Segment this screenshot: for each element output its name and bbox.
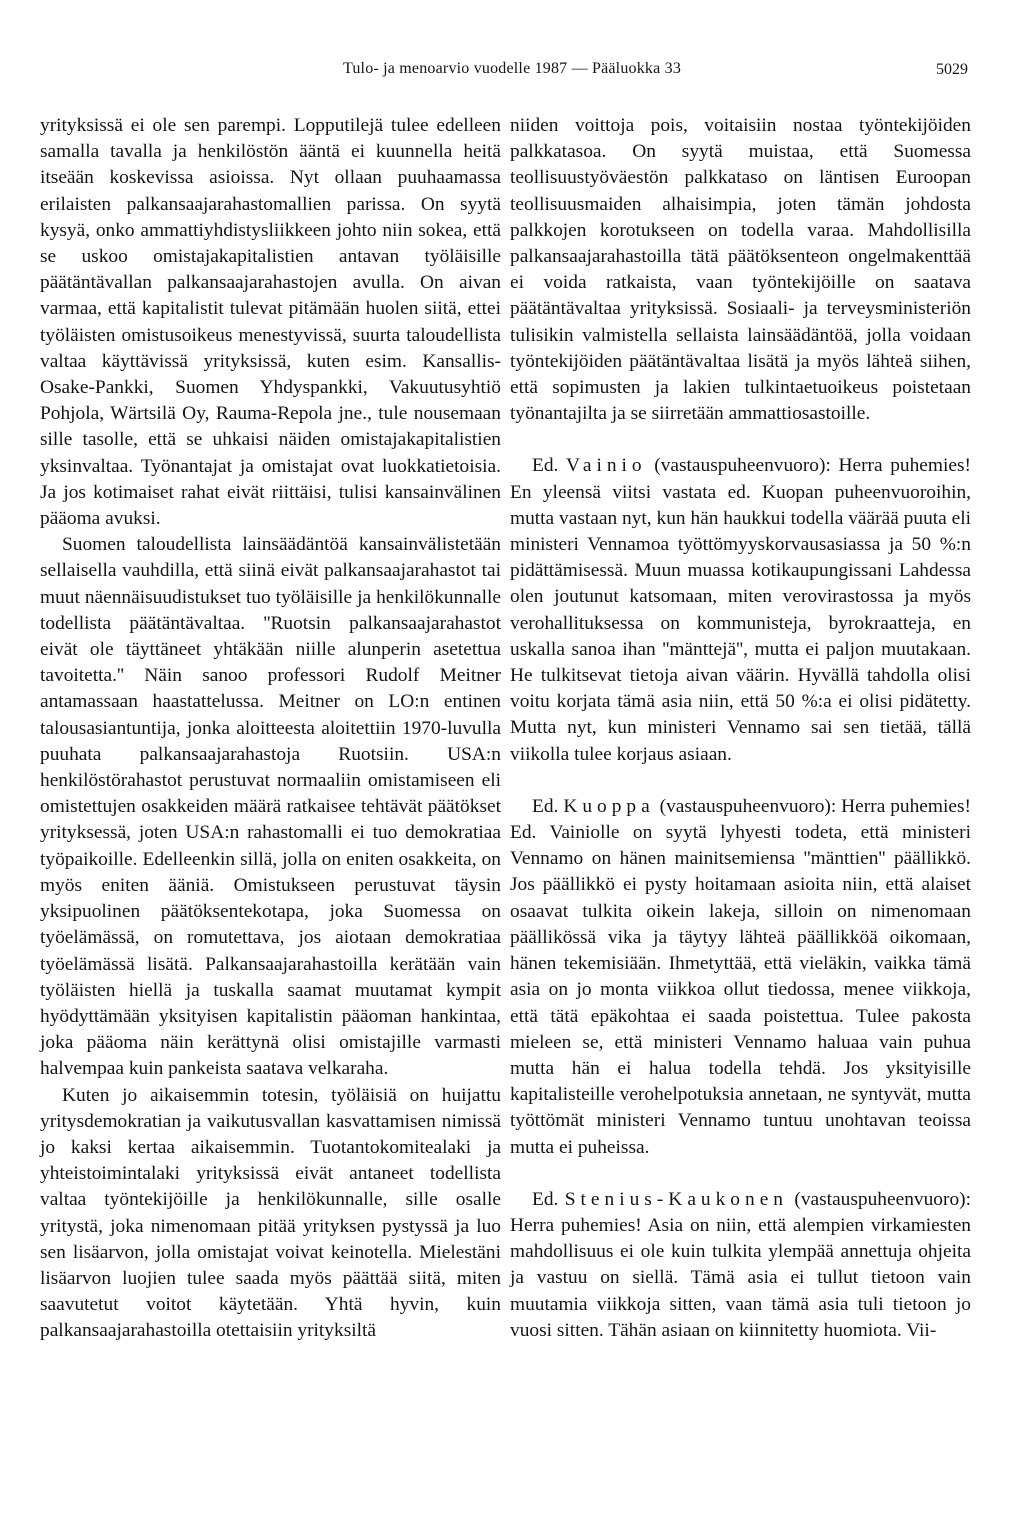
speaker-prefix: Ed.	[532, 1188, 559, 1210]
page-number: 5029	[936, 61, 968, 78]
speaker-name: Kuoppa	[563, 795, 655, 817]
speech-text: (vastauspuheenvuoro): Herra puhemies! En yleensä viitsi vastata ed. Kuopan puheenvuoroihin, mutta vastaan nyt, kun hän haukkui todella väärää puuta eli ministeri Vennamoa työttömyyskorvausasiassa ja 50 %:n pidättämisessä. Muun muassa kotikaupungissani Lahdessa olen joutunut katsomaan, miten verovirastossa ja myös verohallituksessa on kommunisteja, byrokraatteja, en uskalla sanoa ihan ''mänttejä'', mutta ei paljon muutakaan. He tulkitsevat tietoja aivan väärin. Hyvällä tahdolla olisi voitu korjata tämä asia niin, että 50 %:a ei olisi pidätetty. Mutta nyt, kun ministeri Vennamo sai sen tietää, tällä viikolla tulee korjaus asiaan.	[510, 455, 971, 765]
speaker-name: Vainio	[566, 455, 647, 477]
speech-kuoppa	[510, 794, 971, 1161]
speech-text: (vastauspuheenvuoro): Herra puhemies! Asia on niin, että alempien virkamiesten mahdollisuus ei ole kuin tulkita ylempää annettuja ohjeita ja vastuu on siellä. Tämä asia ei tullut tietoon vain muutamia viikkoja sitten, vaan tämä asia tuli tietoon jo vuosi sitten. Tähän asiaan on kiinnitetty huomiota. Vii-	[510, 1188, 971, 1341]
running-header: Tulo- ja menoarvio vuodelle 1987 — Pääluokka 33	[342, 60, 682, 77]
speaker-prefix: Ed.	[532, 795, 559, 817]
speech-text: (vastauspuheenvuoro): Herra puhemies! Ed. Vainiolle on syytä lyhyesti todeta, että ministeri Vennamo on hänen mainitsemiensa ''mänttien'' päällikkö. Jos päällikkö ei pysty hoitamaan asioita niin, että alaiset osaavat tulkita oikein lakeja, silloin on nimenomaan päällikössä vika ja täytyy lähteä päällikköä oikomaan, hänen tekemisiään. Ihmetyttää, että vieläkin, vaikka tämä asia on jo monta viikkoa ollut tiedossa, menee viikkoja, että tätä epäkohtaa ei saada poistettua. Tulee pakosta mieleen se, että ministeri Vennamo haluaa vain puhua mutta hän ei halua todella tehdä. Jos yksityisille kapitalisteille verohelpotuksia annetaan, ne syntyvät, mutta työttömät ministeri Vennamo tuntuu unohtavan teoissa mutta ei puheissa.	[510, 795, 971, 1158]
right-column	[510, 113, 971, 1344]
paragraph: Suomen taloudellista lainsäädäntöä kansainvälistetään sellaisella vauhdilla, että siinä eivät palkansaajarahastot tai muut näennäisuudistukset tuo työläisille ja henkilökunnalle todellista päätäntävaltaa. ''Ruotsin palkansaajarahastot eivät ole täyttäneet yhtäkään niille alunperin asetettua tavoitetta.'' Näin sanoo professori Rudolf Meitner antamassaan haastattelussa. Meitner on LO:n entinen talousasiantuntija, jonka aloitteesta aloitettiin 1970-luvulla puuhata palkansaajarahastoja Ruotsiin. USA:n henkilöstörahastot perustuvat normaaliin omistamiseen eli omistettujen osakkeiden määrä ratkaisee tehtävät päätökset yrityksessä, joten USA:n rahastomalli ei tuo demokratiaa työpaikoille. Edelleenkin sillä, jolla on eniten osakkeita, on myös eniten ääniä. Omistukseen perustuvat täysin yksipuolinen päätöksentekotapa, joka Suomessa on työelämässä, on romutettava, jos aiotaan demokratiaa työelämässä lisätä. Palkansaajarahastoilla kerätään vain työläisten hiellä ja tuskalla saamat muutamat kympit hyödyttämään yksityisen kapitalistin pääoman hankintaa, joka pääoma näin kerättynä olisi omistajille varmasti halvempaa kuin pankeista saatava velkaraha.	[40, 534, 501, 1080]
speech-vainio	[510, 453, 971, 767]
paragraph: yrityksissä ei ole sen parempi. Lopputilejä tulee edelleen samalla tavalla ja henkilöstön ääntä ei kuunnella heitä itseään koskevissa asioissa. Nyt ollaan puuhaamassa erilaisten palkansaajarahastomallien parissa. On syytä kysyä, onko ammattiyhdistysliikkeen johto niin sokea, että se uskoo omistajakapitalistien antavan työläisille päätäntävallan palkansaajarahastojen avulla. On aivan varmaa, että kapitalistit tulevat pitämään huolen siitä, ettei työläisten omistusoikeus menestyvissä, suurta taloudellista valtaa käyttävissä yrityksissä, kuten esim. Kansallis-Osake-Pankki, Suomen Yhdyspankki, Vakuutusyhtiö Pohjola, Wärtsilä Oy, Rauma-Repola jne., tule nousemaan sille tasolle, että se uhkaisi näiden omistajakapitalistien yksinvaltaa. Työnantajat ja omistajat ovat luokkatietoisia. Ja jos kotimaiset rahat eivät riittäisi, tulisi kansainvälinen pääoma avuksi.	[40, 115, 501, 530]
speech-stenius-kaukonen	[510, 1187, 971, 1344]
paragraph: Kuten jo aikaisemmin totesin, työläisiä on huijattu yritysdemokratian ja vaikutusvallan kasvattamisen nimissä jo kaksi kertaa aikaisemmin. Tuotantokomitealaki ja yhteistoimintalaki yrityksissä eivät antaneet todellista valtaa työntekijöille ja henkilökunnalle, sille osalle yritystä, joka nimenomaan pitää yrityksen pystyssä ja luo sen lisäarvon, jolla omistajat voivat keinotella. Mielestäni lisäarvon luojien tulee saada myös päättää siitä, miten saavutetut voitot käytetään. Yhtä hyvin, kuin palkansaajarahastoilla otettaisiin yrityksiltä	[40, 1084, 501, 1342]
speaker-name: Stenius-Kaukonen	[564, 1188, 789, 1210]
speaker-prefix: Ed.	[532, 455, 559, 477]
left-column	[40, 113, 501, 1345]
paragraph: niiden voittoja pois, voitaisiin nostaa työntekijöiden palkkatasoa. On syytä muistaa, että Suomessa teollisuustyöväestön palkkataso on läntisen Euroopan teollisuusmaiden alhaisimpia, joten tämän johdosta palkkojen korotukseen on todella varaa. Mahdollisilla palkansaajarahastoilla tätä päätöksenteon ongelmakenttää ei voida ratkaista, vaan työntekijöille on saatava päätäntävaltaa yrityksissä. Sosiaali- ja terveysministeriön tulisikin valmistella sellaista lainsäädäntöä, jolla voidaan työntekijöiden päätäntävaltaa lisätä ja myös lähteä siihen, että sopimusten ja lakien tulkintaetuoikeus poistetaan työnantajilta ja se siirretään ammattiosastoille.	[510, 115, 971, 425]
